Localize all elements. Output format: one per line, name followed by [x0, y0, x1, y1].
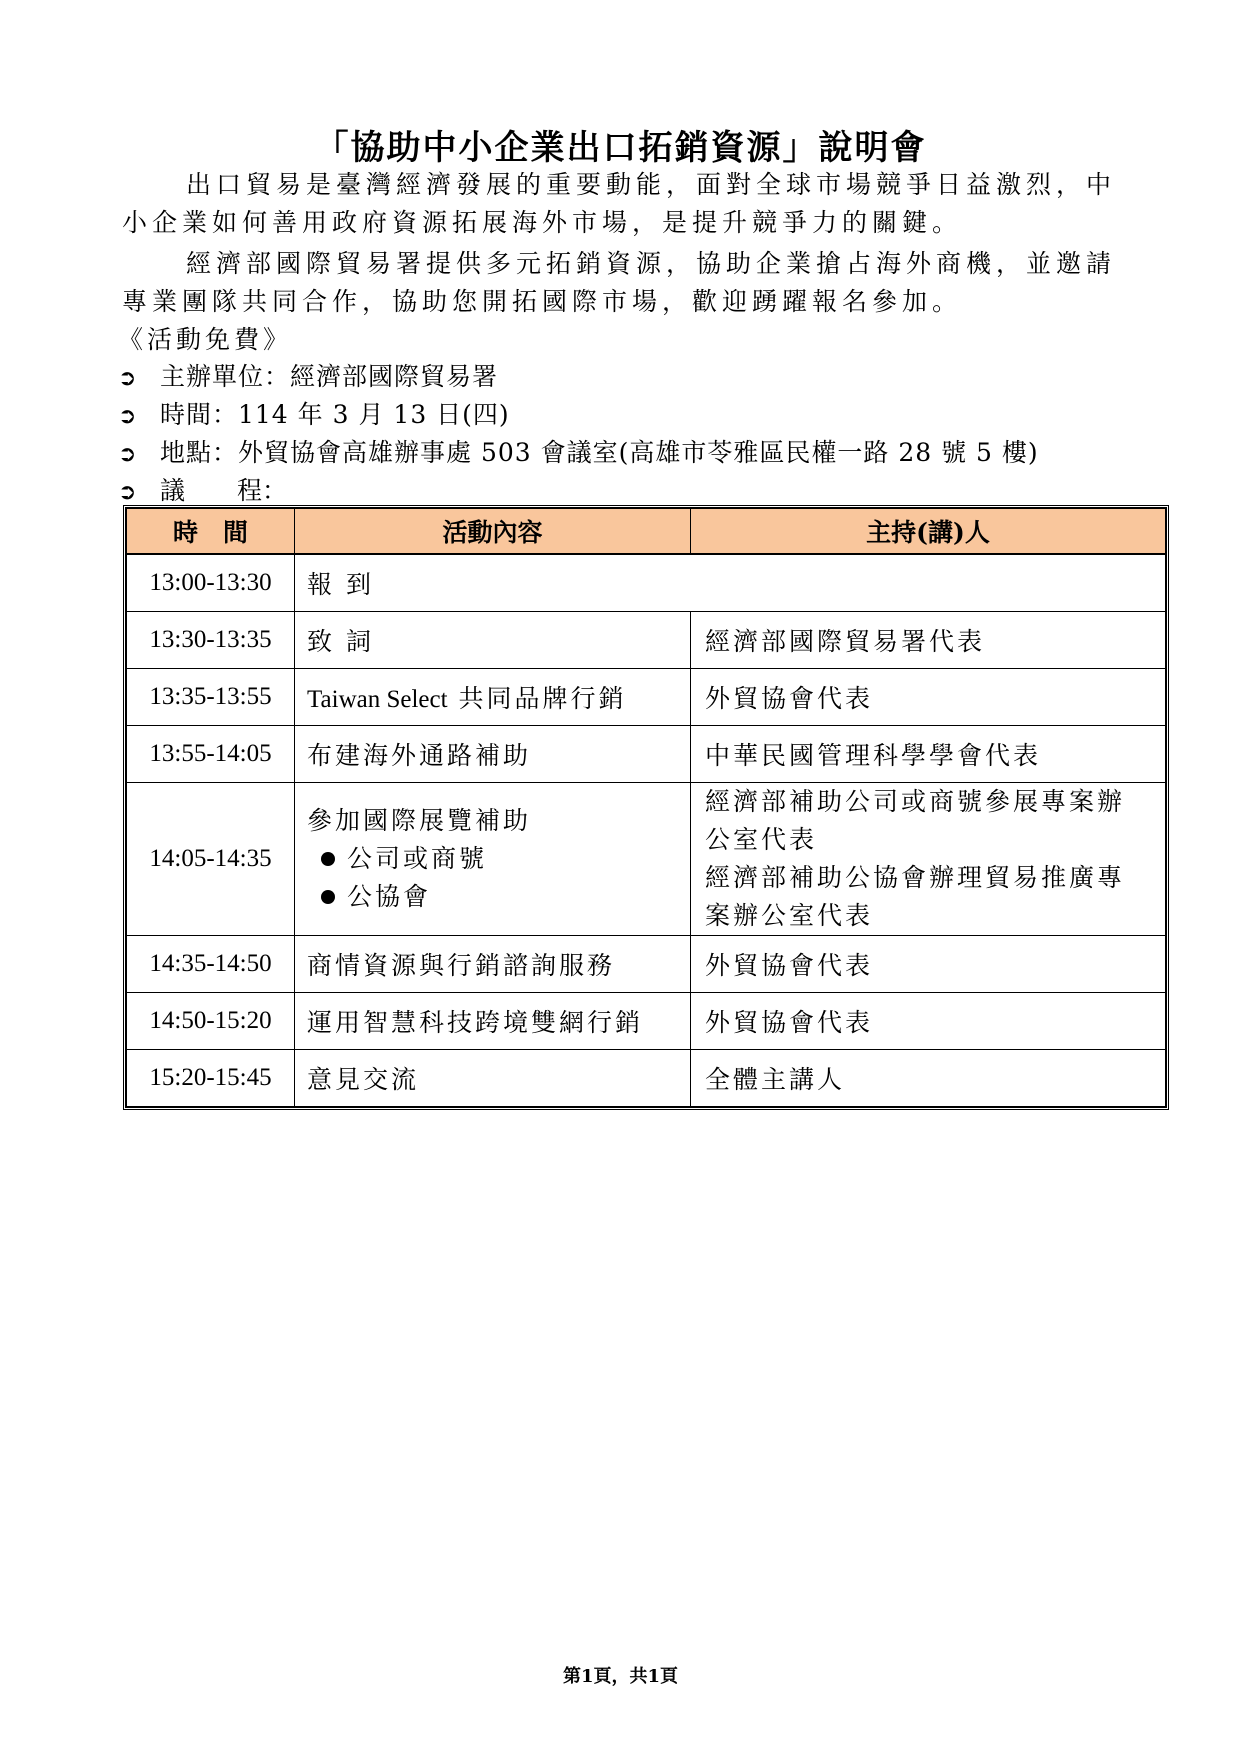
bullet-dot-icon — [321, 852, 335, 866]
table-row — [127, 612, 1166, 669]
row-activity-latin: Taiwan Select — [307, 686, 448, 713]
host-line: 經濟部補助公司或商號參展專案辦 — [705, 787, 1126, 816]
row-activity: 報 到 — [295, 554, 1166, 612]
arrow-icon: ➲ — [118, 480, 137, 505]
row-activity — [295, 669, 691, 726]
host-line: 經濟部補助公協會辦理貿易推廣專 — [705, 863, 1126, 892]
page-footer: 第1頁，共1頁 — [562, 1666, 679, 1687]
table-row — [127, 1050, 1166, 1107]
intro-paragraph-1-text: 出口貿易是臺灣經濟發展的重要動能，面對全球市場競爭日益激烈，中小企業如何善用政府資源拓展海外市場，是提升競爭力的關鍵。 — [122, 170, 1117, 237]
arrow-icon: ➲ — [118, 366, 137, 391]
detail-location — [118, 434, 1039, 472]
sub-item — [307, 840, 690, 878]
detail-time — [118, 396, 1039, 434]
schedule-table — [123, 505, 1169, 1110]
row-activity: 布建海外通路補助 — [295, 726, 691, 783]
sub-item-text: 公司或商號 — [347, 844, 488, 873]
detail-time-text: 時間：114 年 3 月 13 日(四) — [160, 400, 510, 429]
row-host: 外貿協會代表 — [691, 669, 1166, 726]
row-host: 外貿協會代表 — [691, 993, 1166, 1050]
bullet-dot-icon — [321, 890, 335, 904]
event-details-list — [118, 358, 1039, 510]
table-row — [127, 993, 1166, 1050]
row-activity: 致 詞 — [295, 612, 691, 669]
row-time: 13:30-13:35 — [127, 612, 295, 669]
intro-paragraph-1 — [122, 166, 1132, 242]
sub-item-text: 公協會 — [347, 882, 432, 911]
row-activity: 運用智慧科技跨境雙網行銷 — [295, 993, 691, 1050]
row-activity: 意見交流 — [295, 1050, 691, 1107]
row-time: 14:50-15:20 — [127, 993, 295, 1050]
host-line: 案辦公室代表 — [705, 901, 874, 930]
table-row — [127, 936, 1166, 993]
row-time: 13:35-13:55 — [127, 669, 295, 726]
table-row — [127, 554, 1166, 612]
row-time: 14:35-14:50 — [127, 936, 295, 993]
detail-organizer-text: 主辦單位：經濟部國際貿易署 — [160, 362, 499, 391]
page-title: 「協助中小企業出口拓銷資源」說明會 — [314, 128, 927, 168]
row-host: 經濟部國際貿易署代表 — [691, 612, 1166, 669]
row-host: 全體主講人 — [691, 1050, 1166, 1107]
row-activity: 商情資源與行銷諮詢服務 — [295, 936, 691, 993]
arrow-icon: ➲ — [118, 442, 137, 467]
agenda-label-right: 程： — [237, 476, 288, 505]
row-host — [691, 783, 1166, 936]
header-activity: 活動內容 — [295, 509, 691, 555]
row-time: 13:00-13:30 — [127, 554, 295, 612]
row-host: 外貿協會代表 — [691, 936, 1166, 993]
detail-organizer — [118, 358, 1039, 396]
table-row — [127, 726, 1166, 783]
row-activity-text: 參加國際展覽補助 — [307, 806, 532, 835]
table-row — [127, 669, 1166, 726]
table-row — [127, 783, 1166, 936]
row-time: 14:05-14:35 — [127, 783, 295, 936]
row-activity — [295, 783, 691, 936]
host-line: 公室代表 — [705, 825, 818, 854]
schedule-header-row — [127, 509, 1166, 555]
header-time: 時 間 — [127, 509, 295, 555]
intro-paragraph-2 — [122, 245, 1132, 321]
row-host: 中華民國管理科學學會代表 — [691, 726, 1166, 783]
sub-item — [307, 878, 690, 916]
intro-paragraph-2-text: 經濟部國際貿易署提供多元拓銷資源，協助企業搶占海外商機，並邀請專業團隊共同合作，協助您開拓國際市場，歡迎踴躍報名參加。 — [122, 249, 1117, 316]
detail-location-text: 地點：外貿協會高雄辦事處 503 會議室(高雄市苓雅區民權一路 28 號 5 樓) — [160, 438, 1039, 467]
free-event-note: 《活動免費》 — [118, 325, 293, 354]
header-host: 主持(講)人 — [691, 509, 1166, 555]
row-time: 15:20-15:45 — [127, 1050, 295, 1107]
row-activity-text: 共同品牌行銷 — [458, 684, 627, 713]
row-time: 13:55-14:05 — [127, 726, 295, 783]
arrow-icon: ➲ — [118, 404, 137, 429]
agenda-label-left: 議 — [160, 476, 186, 505]
